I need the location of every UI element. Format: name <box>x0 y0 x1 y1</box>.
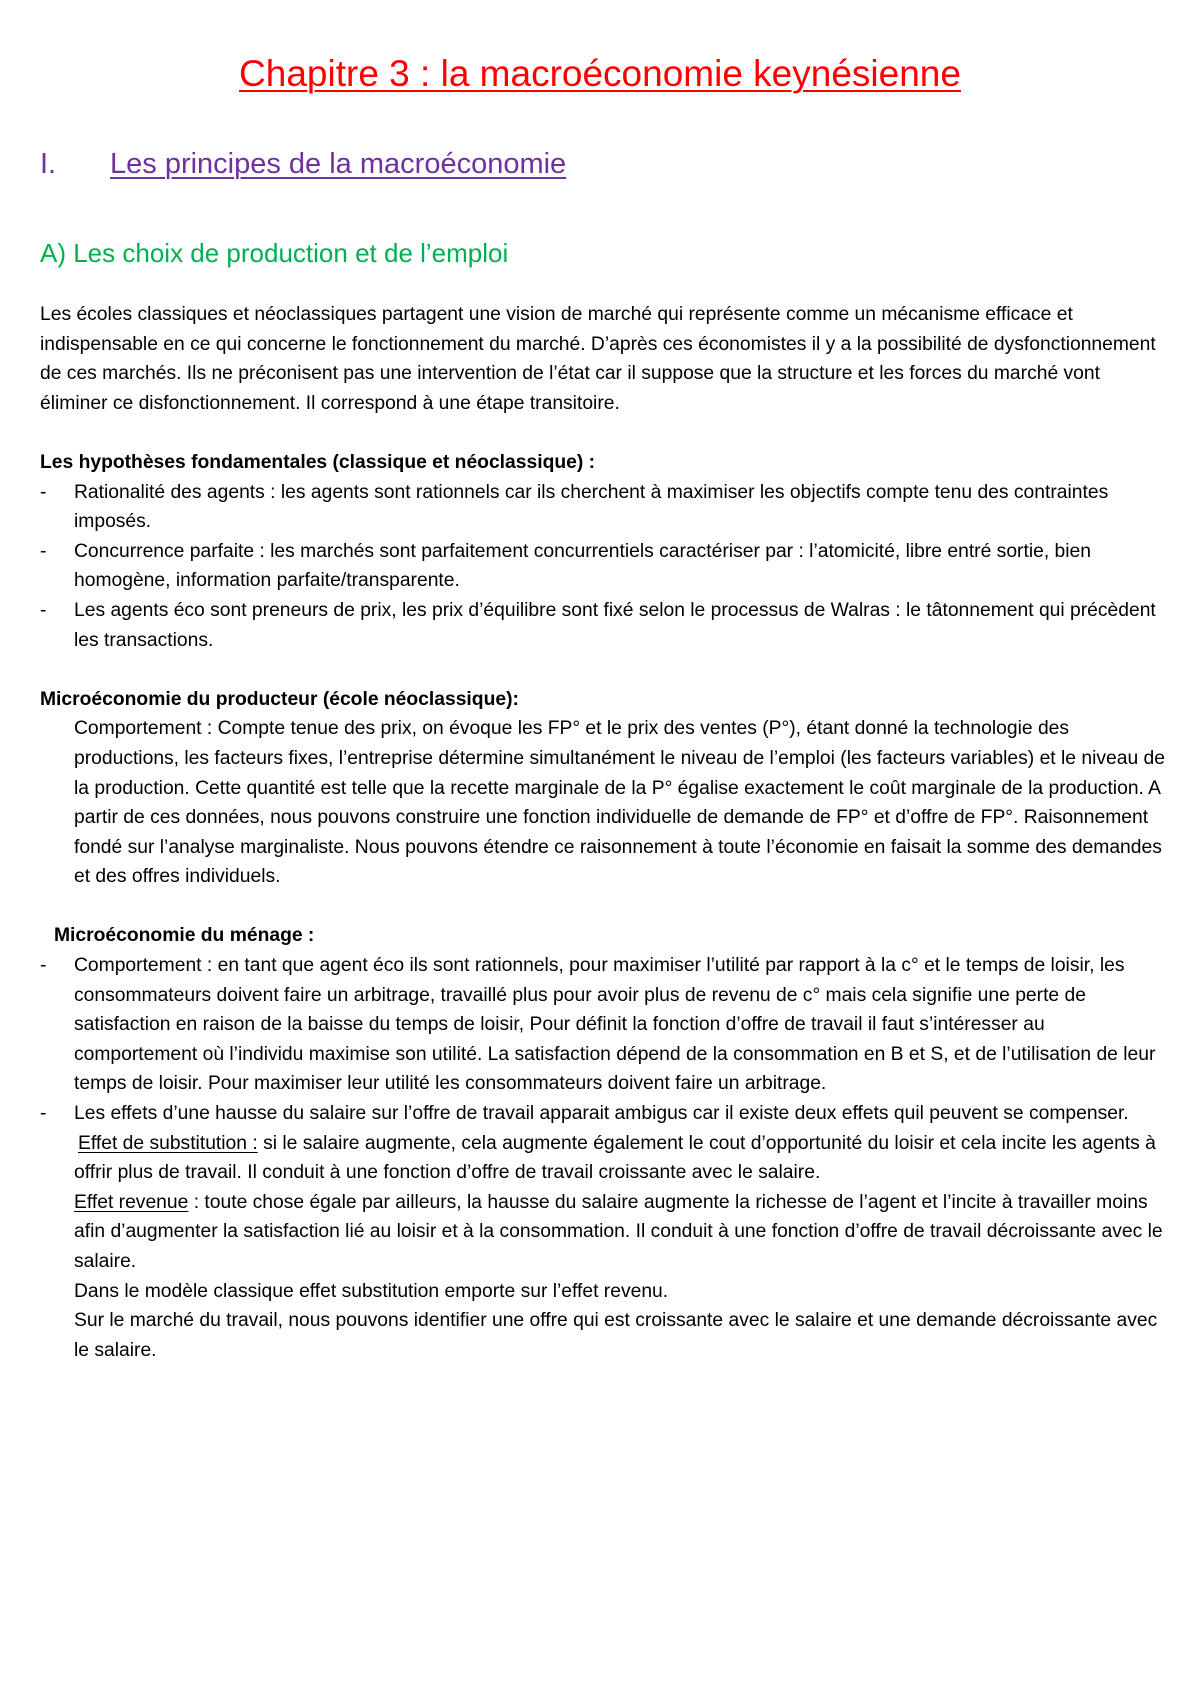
list-item <box>40 478 1172 537</box>
hypothesis-rationalite: Rationalité des agents : les agents sont rationnels car ils cherchent à maximiser les objectifs compte tenu des contraintes imposés. <box>74 481 1109 533</box>
section-heading <box>40 146 566 182</box>
list-item <box>40 951 1172 1099</box>
list-item <box>40 537 1172 596</box>
bullet-dash: - <box>40 540 47 562</box>
producteur-paragraph: Comportement : Compte tenue des prix, on évoque les FP° et le prix des ventes (P°), étant donné la technologie des productions, les facteurs fixes, l’entreprise détermine simultanément le niveau de l’emploi (les facteurs variables) et le niveau de la production. Cette quantité est telle que la recette marginale de la P° égalise exactement le coût marginale de la production. A partir de ces données, nous pouvons construire une fonction individuelle de demande de FP° et d’offre de FP°. Raisonnement fondé sur l’analyse marginaliste. Nous pouvons étendre ce raisonnement à toute l’économie en faisait la somme des demandes et des offres individuels. <box>74 718 1166 888</box>
effet-revenu-text: : toute chose égale par ailleurs, la hausse du salaire augmente la richesse de l’agent et l’incite à travailler moins afin d’augmenter la satisfaction lié au loisir et à la consommation. Il conduit à une fonction d’offre de travail décroissante avec le salaire. <box>74 1191 1163 1272</box>
menage-effets-salaire: Les effets d’une hausse du salaire sur l’offre de travail apparait ambigus car il existe deux effets quil peuvent se compenser. <box>74 1103 1129 1125</box>
hypothesis-preneurs-prix: Les agents éco sont preneurs de prix, les prix d’équilibre sont fixé selon le processus de Walras : le tâtonnement qui précèdent les transactions. <box>74 599 1156 651</box>
effet-revenu-paragraph <box>40 1188 1172 1277</box>
effet-substitution-text: si le salaire augmente, cela augmente également le cout d’opportunité du loisir et cela incite les agents à offrir plus de travail. Il conduit à une fonction d’offre de travail croissante avec le salaire. <box>74 1132 1156 1184</box>
menage-comportement: Comportement : en tant que agent éco ils sont rationnels, pour maximiser l’utilité par rapport à la c° et le temps de loisir, les consommateurs doivent faire un arbitrage, travaillé plus pour avoir plus de revenu de c° mais cela signifie une perte de satisfaction en raison de la baisse du temps de loisir, Pour définit la fonction d’offre de travail il faut s’intéresser au comportement où l’individu maximise son utilité. La satisfaction dépend de la consommation en B et S, et de l’utilisation de leur temps de loisir. Pour maximiser leur utilité les consommateurs doivent faire un arbitrage. <box>74 955 1156 1095</box>
producteur-heading: Microéconomie du producteur (école néoclassique): <box>40 688 519 710</box>
menage-heading: Microéconomie du ménage : <box>54 925 315 947</box>
list-item <box>40 596 1172 655</box>
hypotheses-heading: Les hypothèses fondamentales (classique et néoclassique) : <box>40 451 596 473</box>
section-title: Les principes de la macroéconomie <box>110 148 567 180</box>
bullet-dash: - <box>40 1103 47 1125</box>
hypothesis-concurrence: Concurrence parfaite : les marchés sont parfaitement concurrentiels caractériser par : l’atomicité, libre entré sortie, bien homogène, information parfaite/transparente. <box>74 540 1092 592</box>
chapter-title: Chapitre 3 : la macroéconomie keynésienne <box>239 53 961 94</box>
effet-substitution-paragraph <box>40 1129 1172 1188</box>
bullet-dash: - <box>40 599 47 621</box>
effet-substitution-label: Effet de substitution : <box>78 1132 258 1154</box>
document-body <box>40 300 1172 1365</box>
effet-revenu-label: Effet revenue <box>74 1191 189 1213</box>
list-item <box>40 1099 1172 1129</box>
bullet-dash: - <box>40 481 47 503</box>
marche-travail-paragraph: Sur le marché du travail, nous pouvons identifier une offre qui est croissante avec le salaire et une demande décroissante avec le salaire. <box>74 1310 1158 1361</box>
intro-paragraph: Les écoles classiques et néoclassiques partagent une vision de marché qui représente comme un mécanisme efficace et indispensable en ce qui concerne le fonctionnement du marché. D’après ces économistes il y a la possibilité de dysfonctionnement de ces marchés. Ils ne préconisent pas une intervention de l’état car il suppose que la structure et les forces du marché vont éliminer ce disfonctionnement. Il correspond à une étape transitoire. <box>40 304 1156 414</box>
section-number: I. <box>40 148 57 180</box>
bullet-dash: - <box>40 955 47 977</box>
subsection-heading: A) Les choix de production et de l’emploi <box>40 238 509 268</box>
modele-classique-paragraph: Dans le modèle classique effet substitution emporte sur l’effet revenu. <box>74 1280 669 1302</box>
